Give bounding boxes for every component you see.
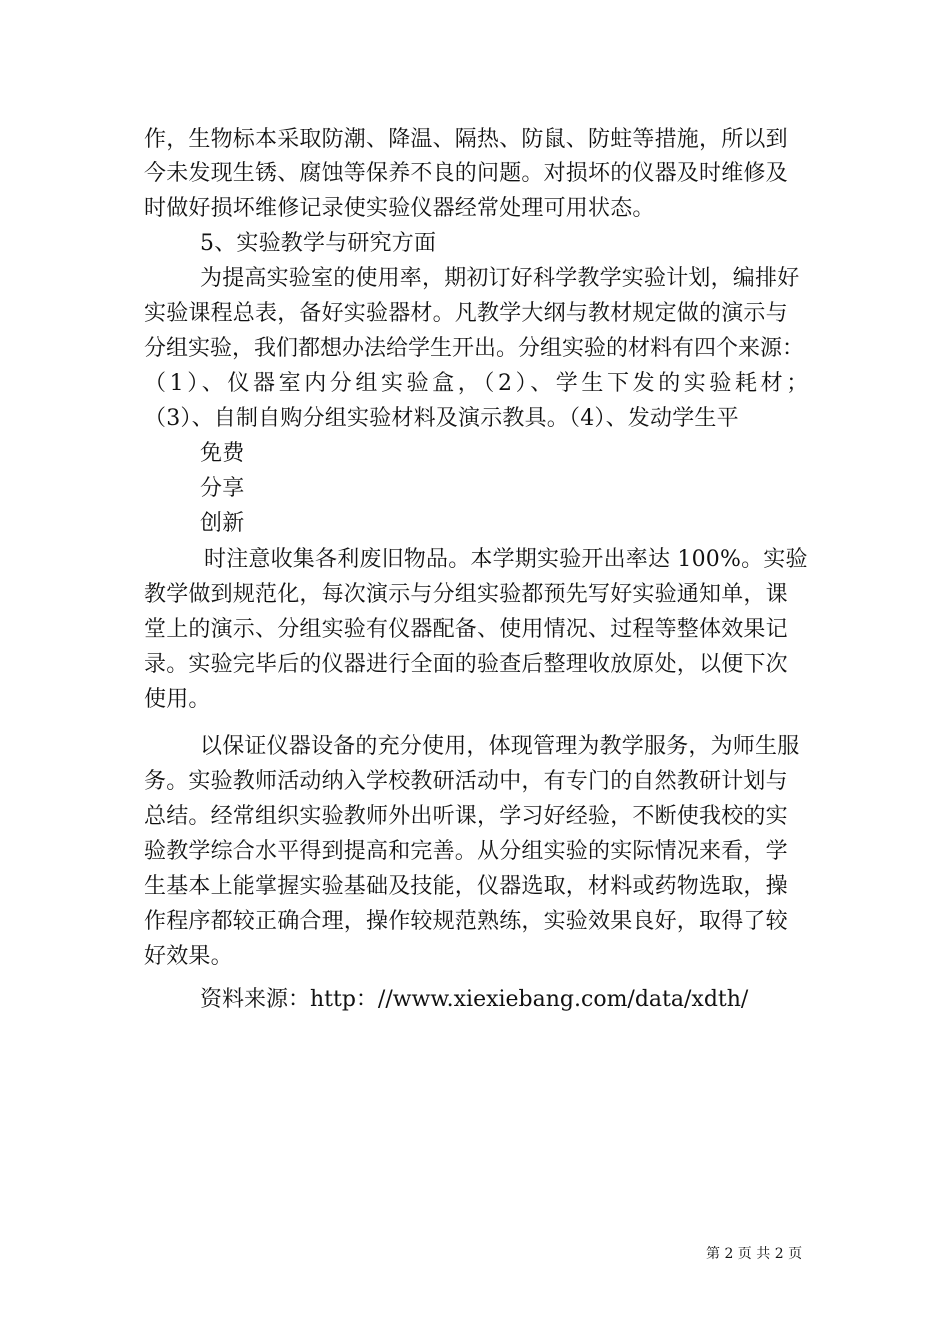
paragraph-line-2: 今未发现生锈、腐蚀等保养不良的问题。对损坏的仪器及时维修及 [144, 161, 788, 186]
paragraph-line-14: 教学做到规范化，每次演示与分组实验都预先写好实验通知单，课 [144, 582, 788, 607]
paragraph-line-24: 好效果。 [144, 944, 233, 969]
page-footer: 第 2 页 共 2 页 [706, 1246, 803, 1262]
paragraph-line-3: 时做好损坏维修记录使实验仪器经常处理可用状态。 [144, 196, 655, 221]
inserted-word-innovate: 创新 [200, 511, 245, 536]
paragraph-line-23: 作程序都较正确合理，操作较规范熟练，实验效果良好，取得了较 [144, 909, 788, 934]
inserted-word-share: 分享 [200, 476, 245, 501]
source-line: 资料来源：http：//www.xiexiebang.com/data/xdth/ [200, 987, 749, 1012]
inserted-word-free: 免费 [200, 441, 245, 466]
section-heading: 5、实验教学与研究方面 [200, 231, 437, 256]
paragraph-line-22: 生基本上能掌握实验基础及技能，仪器选取，材料或药物选取，操 [144, 874, 788, 899]
paragraph-line-18: 以保证仪器设备的充分使用，体现管理为教学服务，为师生服 [200, 734, 800, 759]
paragraph-line-7: 分组实验，我们都想办法给学生开出。分组实验的材料有四个来源： [144, 336, 805, 361]
paragraph-line-8: （1）、仪器室内分组实验盒，（2）、学生下发的实验耗材； [144, 371, 812, 396]
paragraph-line-9: （3）、自制自购分组实验材料及演示教具。（4）、发动学生平 [144, 406, 739, 431]
paragraph-line-6: 实验课程总表，备好实验器材。凡教学大纲与教材规定做的演示与 [144, 301, 788, 326]
paragraph-line-16: 录。实验完毕后的仪器进行全面的验查后整理收放原处，以便下次 [144, 652, 788, 677]
paragraph-line-17: 使用。 [144, 687, 211, 712]
paragraph-line-15: 堂上的演示、分组实验有仪器配备、使用情况、过程等整体效果记 [144, 617, 788, 642]
paragraph-line-1: 作，生物标本采取防潮、降温、隔热、防鼠、防蛀等措施，所以到 [144, 127, 788, 152]
paragraph-line-5: 为提高实验室的使用率，期初订好科学教学实验计划，编排好 [200, 266, 800, 291]
paragraph-line-19: 务。实验教师活动纳入学校教研活动中，有专门的自然教研计划与 [144, 769, 788, 794]
paragraph-line-13: 时注意收集各利废旧物品。本学期实验开出率达 100%。实验 [204, 547, 808, 572]
paragraph-line-20: 总结。经常组织实验教师外出听课，学习好经验，不断使我校的实 [144, 804, 788, 829]
paragraph-line-21: 验教学综合水平得到提高和完善。从分组实验的实际情况来看，学 [144, 839, 788, 864]
